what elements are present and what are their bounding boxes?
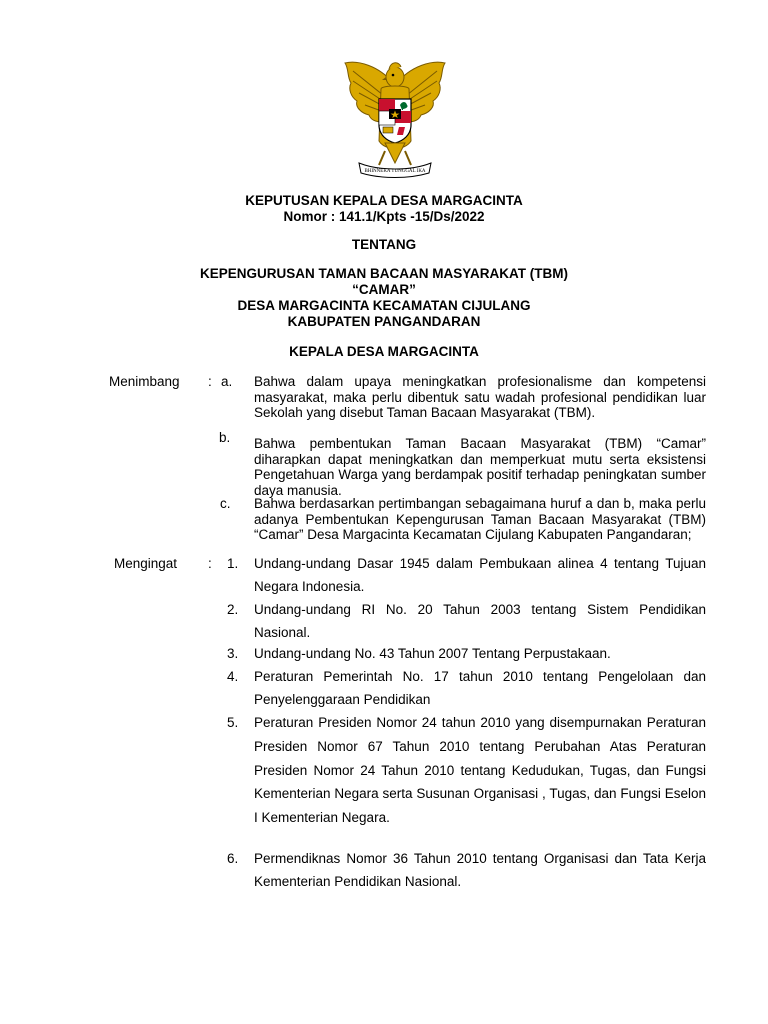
menimbang-separator: : [208,374,212,389]
list-marker: 6. [227,851,239,866]
garuda-pancasila-emblem [339,55,451,180]
list-item: Undang-undang No. 43 Tahun 2007 Tentang Perpustakaan. [254,646,611,661]
document-number: Nomor : 141.1/Kpts -15/Ds/2022 [283,209,485,224]
list-marker: c. [220,496,231,511]
list-item: Peraturan Presiden Nomor 24 tahun 2010 yang disempurnakan Peraturan Presiden Nomor 67 Tahun 2010 tentang Perubahan Atas Peraturan Presiden Nomor 24 Tahun 2010 tentang Kedudukan, Tugas, dan Fungsi Kementerian Negara serta Susunan Organisasi , Tugas, dan Fungsi Eselon I Kementerian Negara. [254,715,706,826]
list-item: Peraturan Pemerintah No. 17 tahun 2010 tentang Pengelolaan dan Penyelenggaraan Pendidikan [254,669,706,707]
list-marker: 3. [227,646,239,661]
issuer-heading: KEPALA DESA MARGACINTA [289,344,479,359]
subject-line: “CAMAR” [352,282,416,297]
mengingat-label: Mengingat [114,556,178,571]
list-item: Permendiknas Nomor 36 Tahun 2010 tentang Organisasi dan Tata Kerja Kementerian Pendidikan Nasional. [254,851,706,889]
subject-line: DESA MARGACINTA KECAMATAN CIJULANG [237,298,531,313]
list-marker: 2. [227,602,239,617]
about-heading: TENTANG [351,237,417,252]
svg-text:BHINNEKA TUNGGAL IKA: BHINNEKA TUNGGAL IKA [364,169,426,174]
list-item: Bahwa pembentukan Taman Bacaan Masyarakat (TBM) “Camar” diharapkan dapat meningkatkan dan memperkuat mutu serta eksistensi Pengetahuan Warga yang berdampak positif terhadap peningkatan sumber daya manusia. [254,436,706,498]
menimbang-label: Menimbang [109,374,180,389]
subject-line: KABUPATEN PANGANDARAN [287,314,481,329]
list-item: Bahwa berdasarkan pertimbangan sebagaimana huruf a dan b, maka perlu adanya Pembentukan Kepengurusan Taman Bacaan Masyarakat (TBM) “Camar” Desa Margacinta Kecamatan Cijulang Kabupaten Pangandaran; [254,496,706,542]
list-marker: 1. [227,556,239,571]
list-marker: 5. [227,715,239,730]
subject-line: KEPENGURUSAN TAMAN BACAAN MASYARAKAT (TBM) [200,266,568,281]
list-item: Bahwa dalam upaya meningkatkan profesionalisme dan kompetensi masyarakat, maka perlu dibentuk satu wadah profesional pendidikan luar Sekolah yang disebut Taman Bacaan Masyarakat (TBM). [254,374,706,420]
list-marker: a. [221,374,233,389]
list-marker: b. [219,430,231,445]
list-item: Undang-undang RI No. 20 Tahun 2003 tentang Sistem Pendidikan Nasional. [254,602,706,640]
list-item: Undang-undang Dasar 1945 dalam Pembukaan alinea 4 tentang Tujuan Negara Indonesia. [254,556,706,594]
list-marker: 4. [227,669,239,684]
document-title: KEPUTUSAN KEPALA DESA MARGACINTA [245,193,523,208]
mengingat-separator: : [208,556,212,571]
